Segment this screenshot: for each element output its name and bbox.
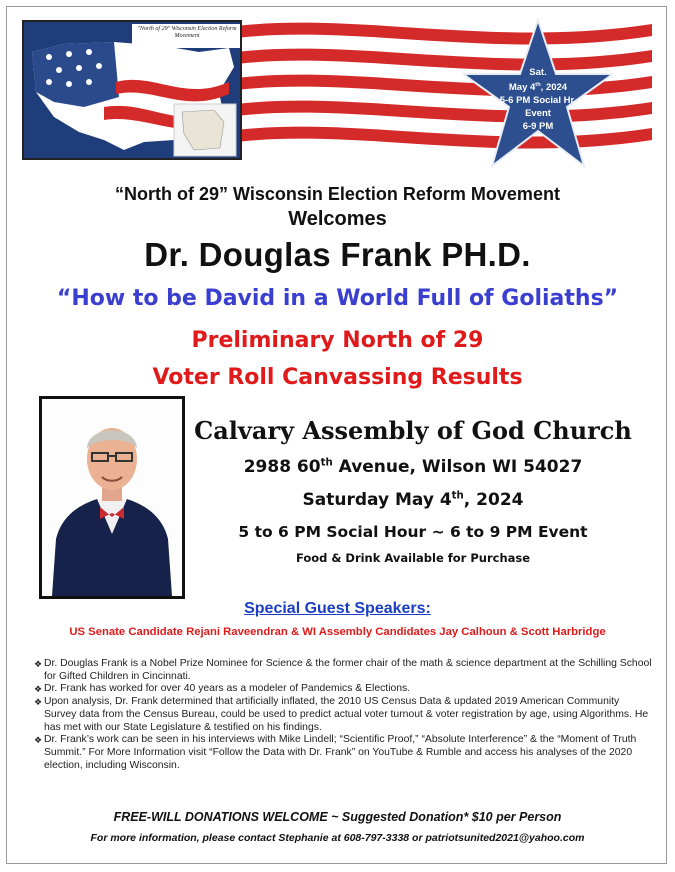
event-date: Saturday May 4th, 2024 <box>302 490 524 510</box>
event-time: 5 to 6 PM Social Hour ~ 6 to 9 PM Event <box>238 523 588 541</box>
diamond-bullet-icon: ❖ <box>34 684 43 695</box>
welcomes-text: Welcomes <box>288 208 387 230</box>
results-heading-line1: Preliminary North of 29 <box>191 328 484 353</box>
results-heading-line2: Voter Roll Canvassing Results <box>152 365 523 390</box>
guest-speakers-title: Special Guest Speakers: <box>244 600 431 617</box>
speaker-portrait-icon <box>42 399 182 596</box>
list-item: ❖ Dr. Douglas Frank is a Nobel Prize Nominee for Science & the former chair of the math & science department at the Schilling School for Gifted Children in Cincinnati. <box>34 658 652 682</box>
star-date: May 4th, 2024 <box>508 82 568 94</box>
diamond-bullet-icon: ❖ <box>34 659 43 669</box>
food-note: Food & Drink Available for Purchase <box>295 551 531 565</box>
star-event-time: 6-9 PM <box>522 121 554 133</box>
contact-info: For more information, please contact Stephanie at 608-797-3338 or patriotsunited2021@yahoo.com <box>90 832 585 844</box>
venue-address: 2988 60th Avenue, Wilson WI 54027 <box>243 457 583 477</box>
usa-flag-map-icon <box>24 22 242 160</box>
star-day: Sat. <box>529 67 547 78</box>
speaker-photo <box>39 396 185 599</box>
list-item: ❖ Upon analysis, Dr. Frank determined that artificially inflated, the 2010 US Census Data & updated 2019 American Community Survey data from the Census Bureau, could be used to predict actual voter turnout & voter registration by age, using Algorithms. He has met with our State Legislature & testified on his findings. <box>34 696 649 733</box>
star-event-info <box>463 66 613 133</box>
talk-title: “How to be David in a World Full of Goliaths” <box>56 286 619 311</box>
speaker-name: Dr. Douglas Frank PH.D. <box>144 236 531 273</box>
donation-note: FREE-WILL DONATIONS WELCOME ~ Suggested Donation* $10 per Person <box>113 810 562 824</box>
header-banner <box>22 18 652 173</box>
diamond-bullet-icon: ❖ <box>34 697 43 708</box>
diamond-bullet-icon: ❖ <box>34 735 43 746</box>
list-item: ❖ Dr. Frank’s work can be seen in his interviews with Mike Lindell; “Scientific Proof,” “Absolute Interference” & the “Moment of Truth Summit.” For More Information visit “Follow the Data with Dr. Frank” on YouTube & Rumble and access his analyses of the 2020 election, including Wisconsin. <box>34 734 637 771</box>
list-item: ❖ Dr. Frank has worked for over 40 years as a modeler of Pandemics & Elections. <box>34 683 411 695</box>
venue-name: Calvary Assembly of God Church <box>194 416 632 445</box>
guest-speakers-names: US Senate Candidate Rejani Raveendran & WI Assembly Candidates Jay Calhoun & Scott Harbridge <box>69 626 606 638</box>
organization-title: “North of 29” Wisconsin Election Reform Movement <box>115 184 560 204</box>
star-event-label: Event <box>525 108 551 120</box>
movement-logo <box>22 20 242 160</box>
speaker-bio-list <box>34 658 654 772</box>
star-social-hour: 5-6 PM Social Hr. <box>499 95 577 107</box>
logo-caption: "North of 29" Wisconsin Election Reform Movement <box>137 26 237 39</box>
